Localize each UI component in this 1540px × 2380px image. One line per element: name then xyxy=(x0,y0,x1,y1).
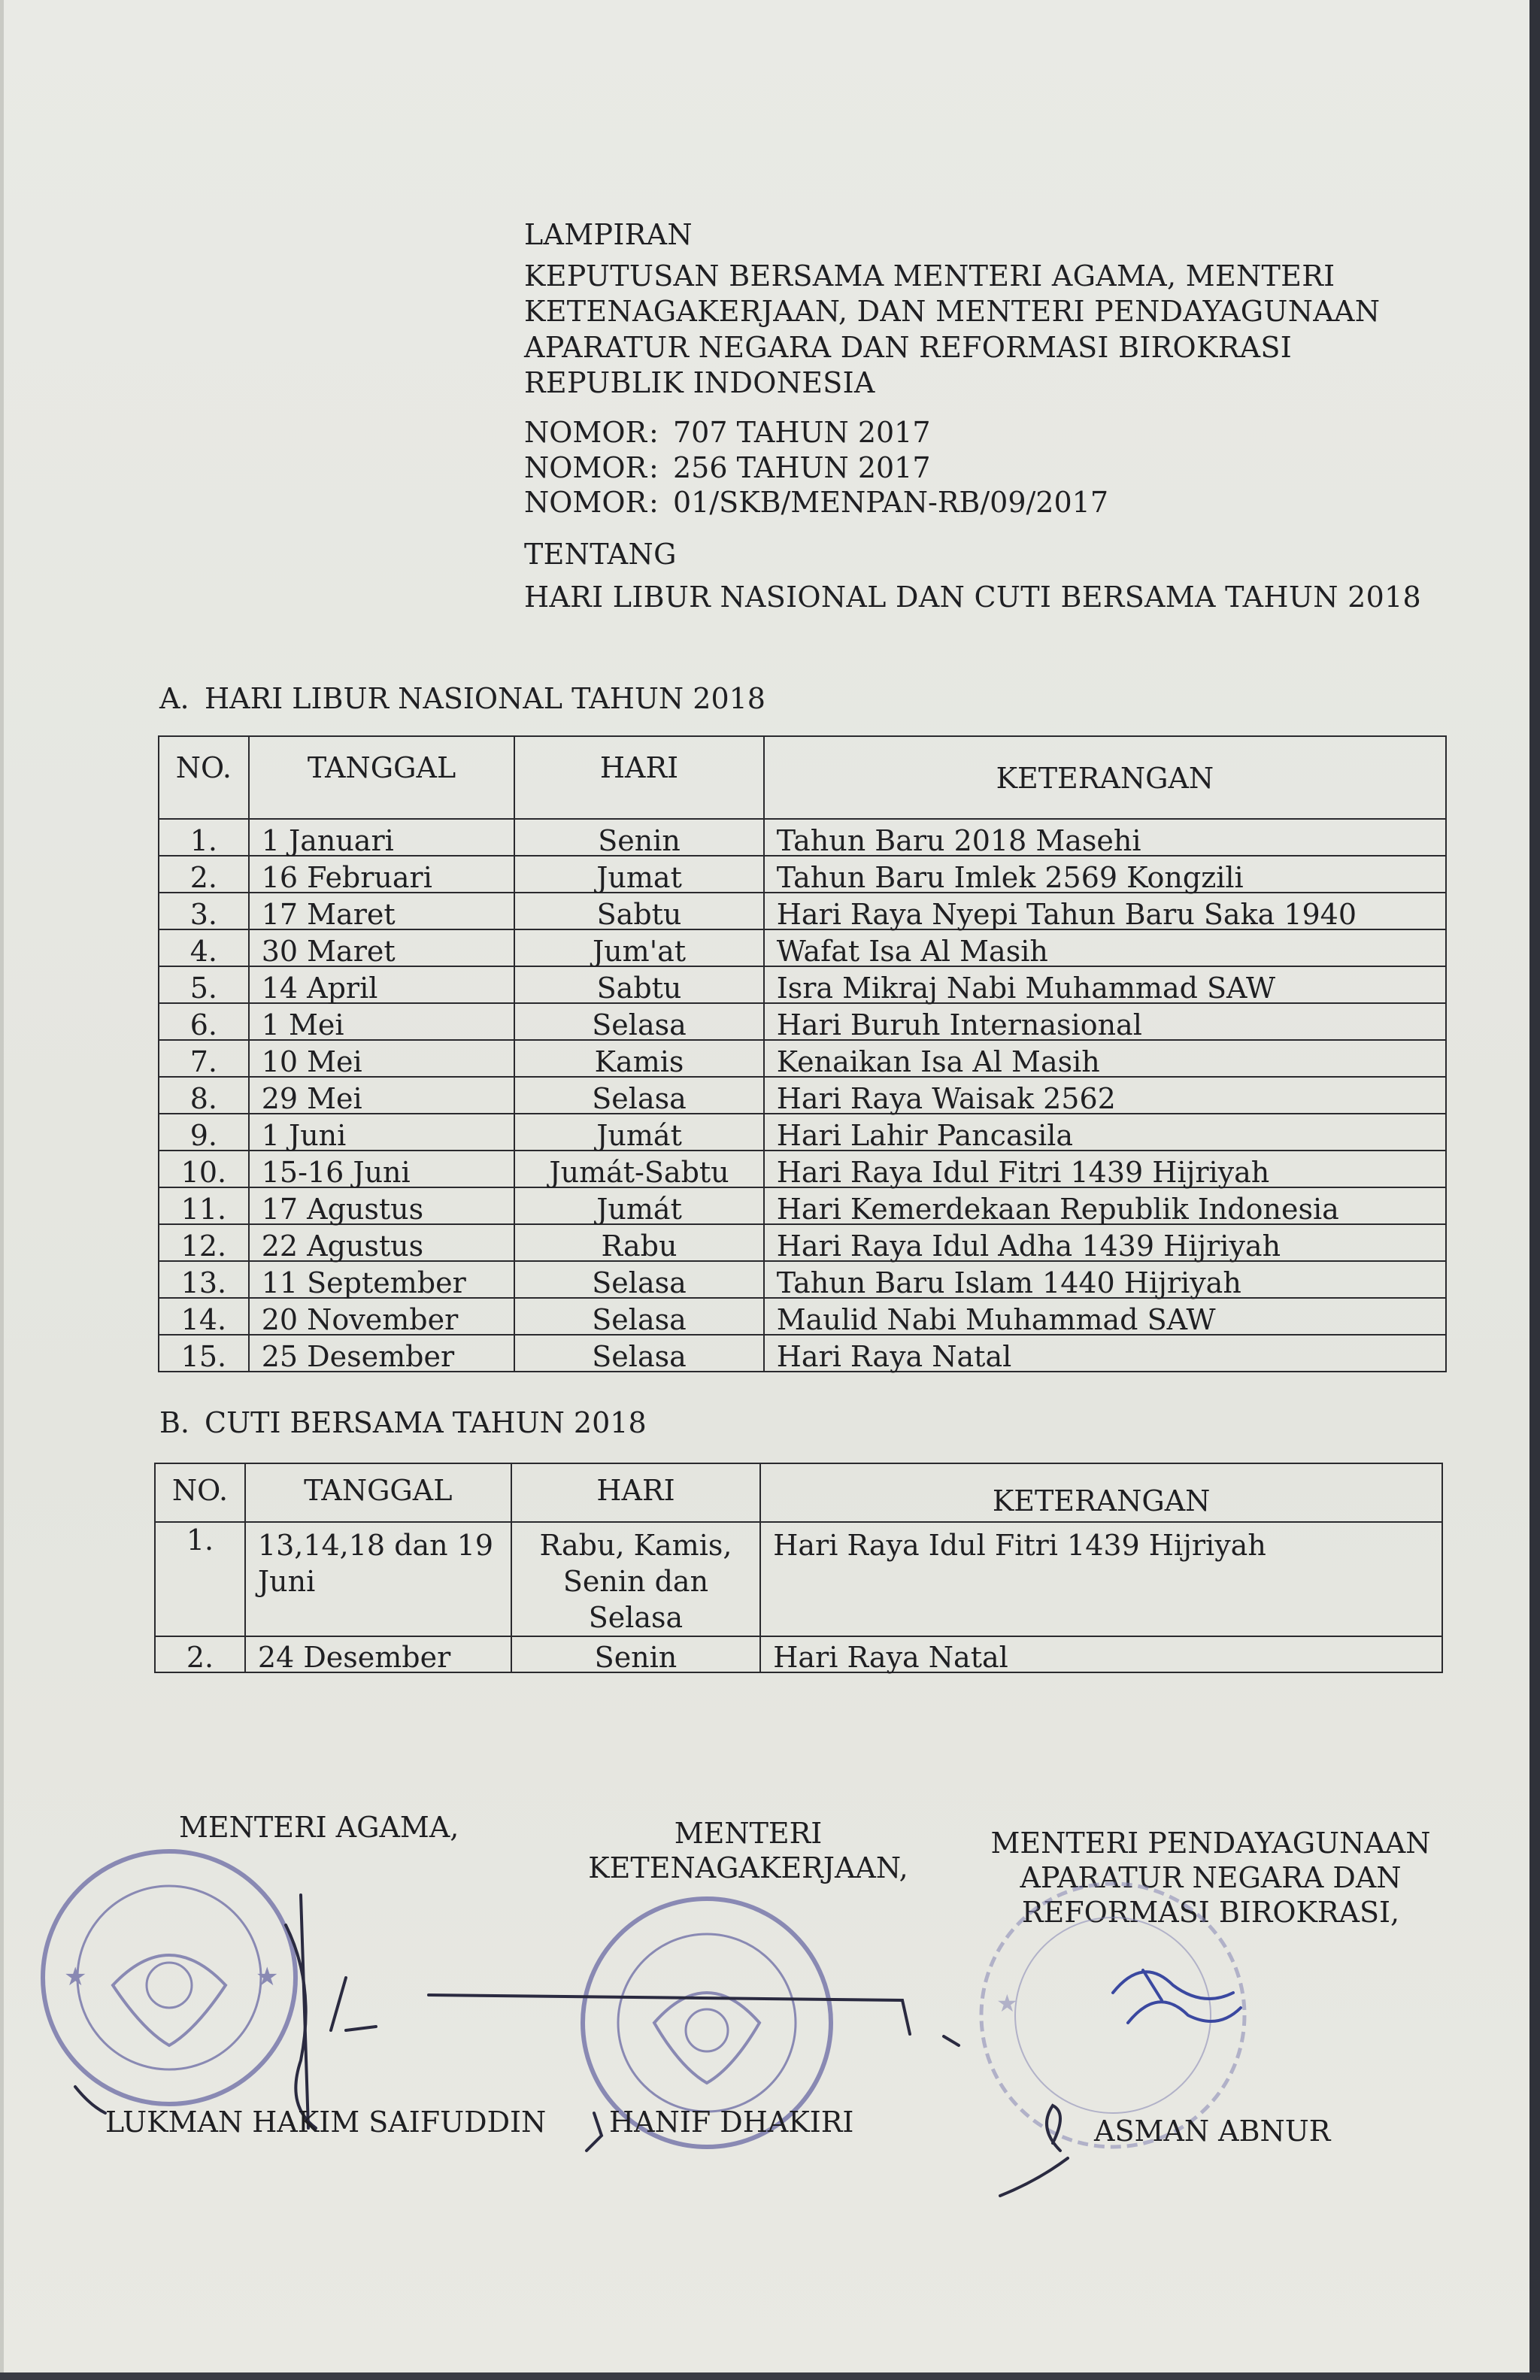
table-row xyxy=(159,1114,1446,1151)
cell-tanggal: 25 Desember xyxy=(249,1335,515,1372)
cell-hari: Jumat xyxy=(514,856,763,893)
cell-keterangan: Tahun Baru Islam 1440 Hijriyah xyxy=(764,1261,1446,1298)
cell-tanggal: 17 Maret xyxy=(249,893,515,929)
cell-keterangan: Hari Kemerdekaan Republik Indonesia xyxy=(764,1187,1446,1224)
cell-no: 15. xyxy=(159,1335,249,1372)
table-row xyxy=(155,1636,1442,1672)
nomor-sep: : xyxy=(649,451,659,484)
cell-keterangan: Hari Raya Idul Fitri 1439 Hijriyah xyxy=(760,1522,1442,1636)
cell-keterangan: Tahun Baru 2018 Masehi xyxy=(764,819,1446,856)
cell-no: 3. xyxy=(159,893,249,929)
nomor-label: NOMOR xyxy=(524,486,647,519)
cell-hari: Sabtu xyxy=(514,893,763,929)
cell-hari: Jum'at xyxy=(514,929,763,966)
scan-edge-right xyxy=(1529,0,1540,2380)
cell-hari: Jumát-Sabtu xyxy=(514,1151,763,1187)
table-row xyxy=(159,1003,1446,1040)
cell-hari: Senin xyxy=(511,1636,761,1672)
cell-tanggal: 20 November xyxy=(249,1298,515,1335)
cell-hari: Senin xyxy=(514,819,763,856)
cell-keterangan: Hari Raya Idul Fitri 1439 Hijriyah xyxy=(764,1151,1446,1187)
nomor-sep: : xyxy=(649,416,659,449)
cell-tanggal: 15-16 Juni xyxy=(249,1151,515,1187)
cell-tanggal: 30 Maret xyxy=(249,929,515,966)
cell-no: 1. xyxy=(155,1522,245,1636)
lampiran-label: LAMPIRAN xyxy=(524,218,693,251)
nomor-row-3 xyxy=(524,486,1108,519)
header-line-3: APARATUR NEGARA DAN REFORMASI BIROKRASI xyxy=(524,331,1293,364)
table-row xyxy=(159,1298,1446,1335)
cell-no: 1. xyxy=(159,819,249,856)
cell-no: 14. xyxy=(159,1298,249,1335)
cell-no: 2. xyxy=(159,856,249,893)
signatory-1-title-line: MENTERI AGAMA, xyxy=(179,1811,459,1844)
signatory-3-title-line: MENTERI PENDAYAGUNAAN xyxy=(990,1827,1431,1860)
cell-hari: Rabu xyxy=(514,1224,763,1261)
cell-no: 10. xyxy=(159,1151,249,1187)
cell-keterangan: Maulid Nabi Muhammad SAW xyxy=(764,1298,1446,1335)
cell-hari: Selasa xyxy=(514,1077,763,1114)
seal-menteri-agama xyxy=(43,1851,296,2104)
col-header-hari: HARI xyxy=(514,736,763,819)
cell-keterangan: Hari Raya Idul Adha 1439 Hijriyah xyxy=(764,1224,1446,1261)
cell-keterangan: Isra Mikraj Nabi Muhammad SAW xyxy=(764,966,1446,1003)
cell-keterangan: Wafat Isa Al Masih xyxy=(764,929,1446,966)
col-header-keterangan: KETERANGAN xyxy=(764,736,1446,819)
header-line-2: KETENAGAKERJAAN, DAN MENTERI PENDAYAGUNAAN xyxy=(524,295,1381,328)
cuti-bersama-table xyxy=(154,1463,1443,1673)
cell-no: 4. xyxy=(159,929,249,966)
cell-hari: Sabtu xyxy=(514,966,763,1003)
signatory-2-name: HANIF DHAKIRI xyxy=(609,2106,854,2139)
section-a-title-text: HARI LIBUR NASIONAL TAHUN 2018 xyxy=(205,682,765,715)
signatory-2-title-line: KETENAGAKERJAAN, xyxy=(588,1851,908,1884)
cell-hari: Selasa xyxy=(514,1003,763,1040)
document-subject: HARI LIBUR NASIONAL DAN CUTI BERSAMA TAHUN 2018 xyxy=(524,581,1422,614)
col-header-no: NO. xyxy=(155,1463,245,1522)
signatory-3-title-line: APARATUR NEGARA DAN xyxy=(1020,1861,1402,1894)
table-row xyxy=(159,1224,1446,1261)
cell-keterangan: Kenaikan Isa Al Masih xyxy=(764,1040,1446,1077)
table-row xyxy=(159,1077,1446,1114)
cell-no: 12. xyxy=(159,1224,249,1261)
cell-no: 5. xyxy=(159,966,249,1003)
header-line-1: KEPUTUSAN BERSAMA MENTERI AGAMA, MENTERI xyxy=(524,259,1335,293)
cell-hari: Jumát xyxy=(514,1187,763,1224)
cell-no: 2. xyxy=(155,1636,245,1672)
cell-hari: Rabu, Kamis, Senin dan Selasa xyxy=(511,1522,761,1636)
cell-keterangan: Hari Buruh Internasional xyxy=(764,1003,1446,1040)
scan-edge-bottom xyxy=(0,2372,1540,2380)
cell-hari: Selasa xyxy=(514,1335,763,1372)
signatory-3-title-line: REFORMASI BIROKRASI, xyxy=(1021,1896,1400,1929)
section-b-title xyxy=(159,1406,647,1439)
svg-text:★: ★ xyxy=(996,1989,1018,2018)
cell-tanggal: 14 April xyxy=(249,966,515,1003)
cell-tanggal: 1 Januari xyxy=(249,819,515,856)
cell-no: 6. xyxy=(159,1003,249,1040)
table-row xyxy=(159,856,1446,893)
cell-tanggal: 13,14,18 dan 19 Juni xyxy=(245,1522,511,1636)
table-row xyxy=(159,1187,1446,1224)
cell-hari: Kamis xyxy=(514,1040,763,1077)
table-row xyxy=(159,1040,1446,1077)
cell-keterangan: Hari Lahir Pancasila xyxy=(764,1114,1446,1151)
col-header-tanggal: TANGGAL xyxy=(245,1463,511,1522)
cell-tanggal: 16 Februari xyxy=(249,856,515,893)
col-header-keterangan: KETERANGAN xyxy=(760,1463,1442,1522)
nomor-sep: : xyxy=(649,486,659,519)
svg-text:★: ★ xyxy=(256,1962,279,1992)
header-line-4: REPUBLIK INDONESIA xyxy=(524,366,875,399)
col-header-hari: HARI xyxy=(511,1463,761,1522)
nomor-label: NOMOR xyxy=(524,451,647,484)
scan-edge-left xyxy=(0,0,4,2380)
cell-tanggal: 10 Mei xyxy=(249,1040,515,1077)
nomor-value: 707 TAHUN 2017 xyxy=(673,416,931,449)
cell-tanggal: 11 September xyxy=(249,1261,515,1298)
cell-tanggal: 1 Juni xyxy=(249,1114,515,1151)
cell-tanggal: 1 Mei xyxy=(249,1003,515,1040)
table-row xyxy=(159,966,1446,1003)
col-header-no: NO. xyxy=(159,736,249,819)
table-header-row xyxy=(155,1463,1442,1522)
table-row xyxy=(159,893,1446,929)
cell-hari: Selasa xyxy=(514,1261,763,1298)
nomor-row-1 xyxy=(524,416,931,449)
signatory-3-name: ASMAN ABNUR xyxy=(1094,2115,1331,2148)
table-row xyxy=(155,1522,1442,1636)
table-row xyxy=(159,1335,1446,1372)
cell-keterangan: Hari Raya Waisak 2562 xyxy=(764,1077,1446,1114)
section-a-title xyxy=(159,682,765,715)
cell-hari: Jumát xyxy=(514,1114,763,1151)
svg-text:★: ★ xyxy=(64,1962,87,1992)
table-row xyxy=(159,1261,1446,1298)
cell-tanggal: 29 Mei xyxy=(249,1077,515,1114)
cell-tanggal: 22 Agustus xyxy=(249,1224,515,1261)
signatory-1-name: LUKMAN HAKIM SAIFUDDIN xyxy=(105,2106,547,2139)
nomor-label: NOMOR xyxy=(524,416,647,449)
cell-no: 7. xyxy=(159,1040,249,1077)
nomor-row-2 xyxy=(524,451,931,484)
table-row xyxy=(159,1151,1446,1187)
cell-keterangan: Hari Raya Natal xyxy=(760,1636,1442,1672)
cell-tanggal: 24 Desember xyxy=(245,1636,511,1672)
table-header-row xyxy=(159,736,1446,819)
table-row xyxy=(159,929,1446,966)
cell-no: 8. xyxy=(159,1077,249,1114)
cell-no: 11. xyxy=(159,1187,249,1224)
cell-keterangan: Tahun Baru Imlek 2569 Kongzili xyxy=(764,856,1446,893)
section-b-letter: B. xyxy=(159,1406,190,1439)
nomor-value: 01/SKB/MENPAN-RB/09/2017 xyxy=(673,486,1109,519)
cell-keterangan: Hari Raya Nyepi Tahun Baru Saka 1940 xyxy=(764,893,1446,929)
cell-no: 9. xyxy=(159,1114,249,1151)
signatory-3-title xyxy=(985,1826,1436,1930)
signatory-2-title xyxy=(579,1816,917,1885)
section-b-title-text: CUTI BERSAMA TAHUN 2018 xyxy=(205,1406,647,1439)
cell-tanggal: 17 Agustus xyxy=(249,1187,515,1224)
nomor-value: 256 TAHUN 2017 xyxy=(673,451,931,484)
col-header-tanggal: TANGGAL xyxy=(249,736,515,819)
signatory-1-title xyxy=(179,1810,459,1845)
section-a-letter: A. xyxy=(159,682,189,715)
cell-hari: Selasa xyxy=(514,1298,763,1335)
holiday-table xyxy=(158,735,1447,1372)
cell-no: 13. xyxy=(159,1261,249,1298)
cell-keterangan: Hari Raya Natal xyxy=(764,1335,1446,1372)
signature-strokes xyxy=(75,1895,1241,2196)
signatory-2-title-line: MENTERI xyxy=(674,1817,823,1850)
table-row xyxy=(159,819,1446,856)
tentang-label: TENTANG xyxy=(524,538,677,571)
